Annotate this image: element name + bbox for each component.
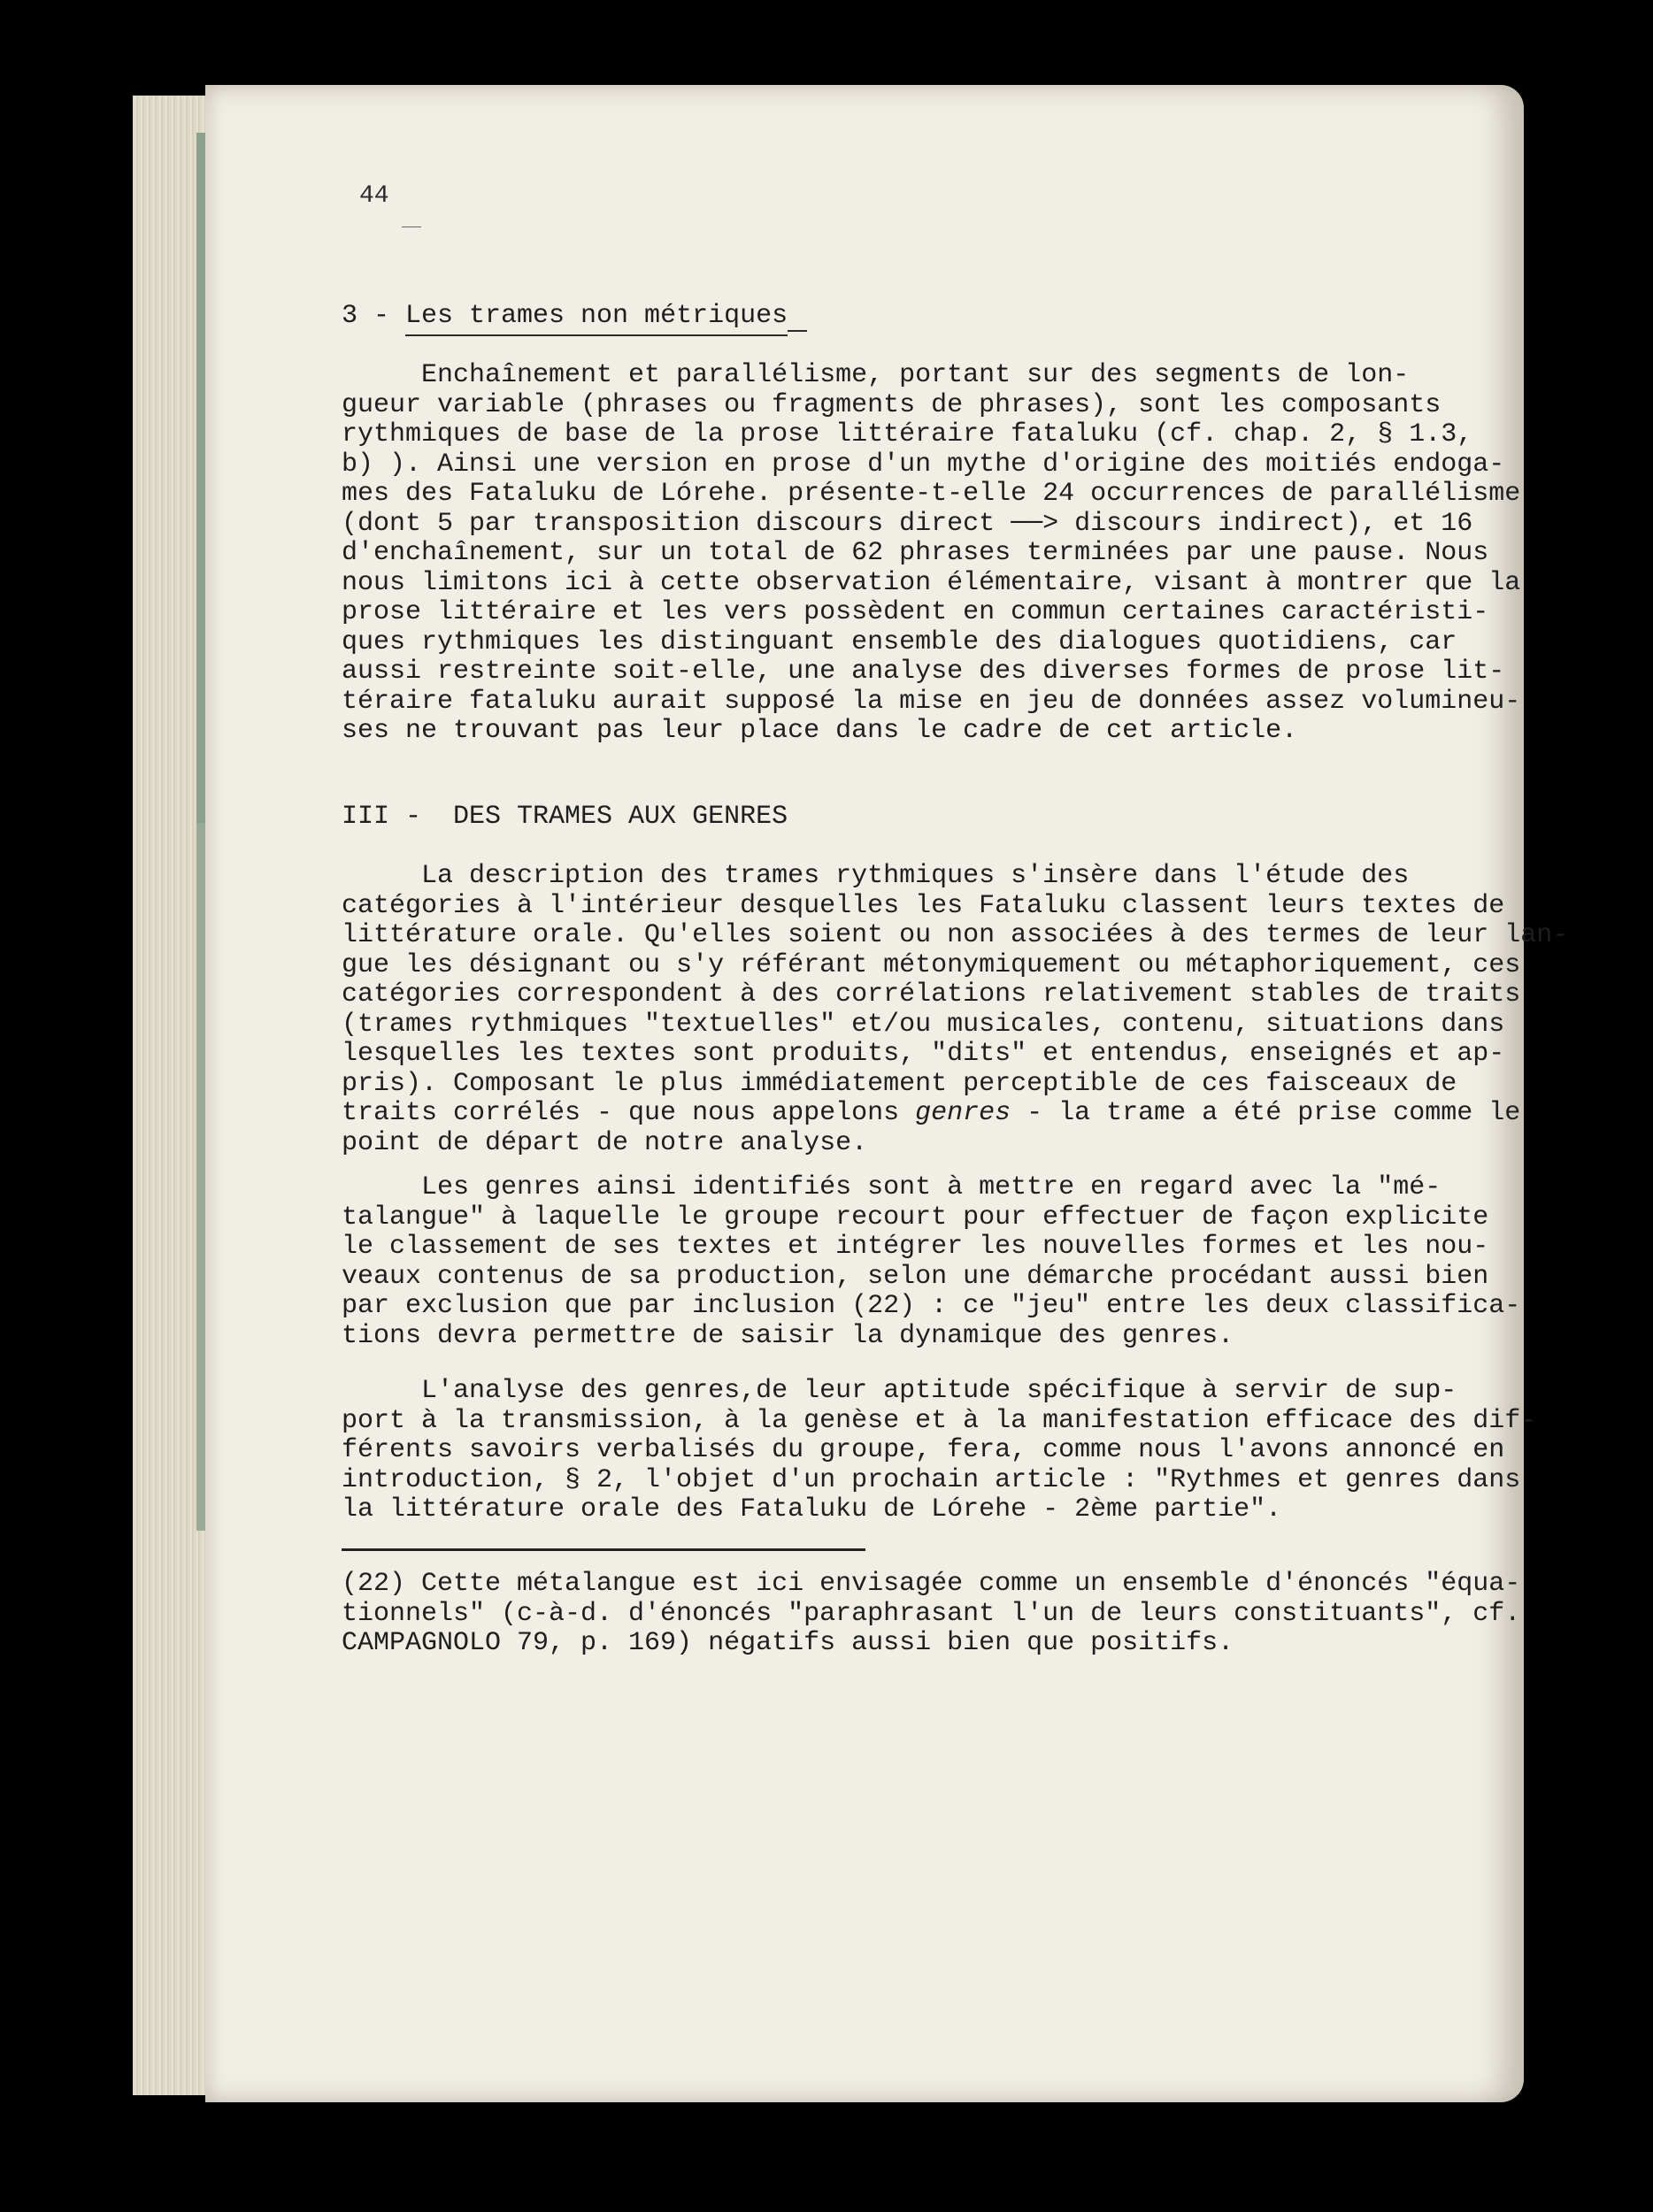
text-line: gueur variable (phrases ou fragments de phrases), sont les composants <box>342 389 1442 420</box>
text-line: gue les désignant ou s'y référant métonymiquement ou métaphoriquement, ces <box>342 949 1521 980</box>
text-line <box>342 1099 1568 1129</box>
text-line: ses ne trouvant pas leur place dans le cadre de cet article. <box>342 716 1298 746</box>
text-line: CAMPAGNOLO 79, p. 169) négatifs aussi bien que positifs. <box>342 1628 1234 1658</box>
text-line: talangue" à laquelle le groupe recourt pour effectuer de façon explicite <box>342 1202 1489 1233</box>
text-line: téraire fataluku aurait supposé la mise en jeu de données assez volumineu- <box>342 686 1521 717</box>
text-line: lesquelles les textes sont produits, "dits" et entendus, enseignés et ap- <box>342 1039 1505 1069</box>
text-line: mes des Fataluku de Lórehe. présente-t-elle 24 occurrences de parallélisme <box>342 479 1521 509</box>
text-line: ques rythmiques les distinguant ensemble des dialogues quotidiens, car <box>342 626 1457 657</box>
text-line: férents savoirs verbalisés du groupe, fera, comme nous l'avons annoncé en <box>342 1435 1505 1465</box>
text-line: d'enchaînement, sur un total de 62 phrases terminées par une pause. Nous <box>342 538 1489 568</box>
text-line: (trames rythmiques "textuelles" et/ou musicales, contenu, situations dans <box>342 1009 1505 1040</box>
text-line: Enchaînement et parallélisme, portant sur des segments de lon- <box>342 360 1410 390</box>
section-III-paragraph-1 <box>342 862 1568 1158</box>
footnote-22 <box>342 1570 1520 1659</box>
text-line: nous limitons ici à cette observation élémentaire, visant à montrer que la <box>342 567 1521 598</box>
footnote-separator <box>342 1548 865 1551</box>
text-line: littérature orale. Qu'elles soient ou non associées à des termes de leur lan- <box>342 920 1569 950</box>
text-line: le classement de ses textes et intégrer les nouvelles formes et les nou- <box>342 1232 1489 1262</box>
text-fragment: traits corrélés - que nous appelons <box>342 1098 916 1128</box>
text-line: catégories à l'intérieur desquelles les Fataluku classent leurs textes de <box>342 890 1505 921</box>
text-line: prose littéraire et les vers possèdent en commun certaines caractéristi- <box>342 597 1489 627</box>
text-line: Les genres ainsi identifiés sont à mettre en regard avec la "mé- <box>342 1172 1442 1202</box>
text-line: aussi restreinte soit-elle, une analyse des diverses formes de prose lit- <box>342 657 1505 687</box>
section-3-number: 3 - <box>342 301 406 331</box>
text-line: pris). Composant le plus immédiatement perceptible de ces faisceaux de <box>342 1068 1457 1099</box>
text-line: veaux contenus de sa production, selon une démarche procédant aussi bien <box>342 1261 1489 1292</box>
section-III-paragraph-2 <box>342 1173 1520 1351</box>
text-line: tions devra permettre de saisir la dynamique des genres. <box>342 1320 1234 1351</box>
text-line: port à la transmission, à la genèse et à la manifestation efficace des dif- <box>342 1405 1537 1436</box>
heading-underline-extension <box>788 330 807 332</box>
text-line: la littérature orale des Fataluku de Lórehe - 2ème partie". <box>342 1494 1282 1525</box>
text-line: (22) Cette métalangue est ici envisagée comme un ensemble d'énoncés "équa- <box>342 1569 1521 1599</box>
text-line: par exclusion que par inclusion (22) : ce "jeu" entre les deux classifica- <box>342 1291 1521 1321</box>
page-number: 44 <box>359 182 389 210</box>
text-line: catégories correspondent à des corrélations relativement stables de traits <box>342 979 1521 1010</box>
text-line: La description des trames rythmiques s'insère dans l'étude des <box>342 861 1410 891</box>
section-3-heading <box>342 301 807 332</box>
text-fragment: - la trame a été prise comme le <box>1011 1098 1521 1128</box>
text-line: b) ). Ainsi une version en prose d'un mythe d'origine des moitiés endoga- <box>342 449 1505 480</box>
book-page <box>205 85 1569 2102</box>
text-line: (dont 5 par transposition discours direct ──> discours indirect), et 16 <box>342 508 1473 539</box>
section-III-paragraph-3 <box>342 1377 1536 1525</box>
text-line: rythmiques de base de la prose littéraire fataluku (cf. chap. 2, § 1.3, <box>342 419 1473 449</box>
italic-term-genres: genres <box>915 1098 1011 1128</box>
text-line: introduction, § 2, l'objet d'un prochain article : "Rythmes et genres dans <box>342 1464 1521 1495</box>
section-III-heading: III - DES TRAMES AUX GENRES <box>342 802 788 832</box>
section-3-title: Les trames non métriques <box>405 301 788 336</box>
text-line: tionnels" (c-à-d. d'énoncés "paraphrasant l'un de leurs constituants", cf. <box>342 1598 1521 1629</box>
text-line: L'analyse des genres,de leur aptitude spécifique à servir de sup- <box>342 1376 1457 1406</box>
text-line: point de départ de notre analyse. <box>342 1127 868 1158</box>
section-3-paragraph <box>342 361 1520 747</box>
